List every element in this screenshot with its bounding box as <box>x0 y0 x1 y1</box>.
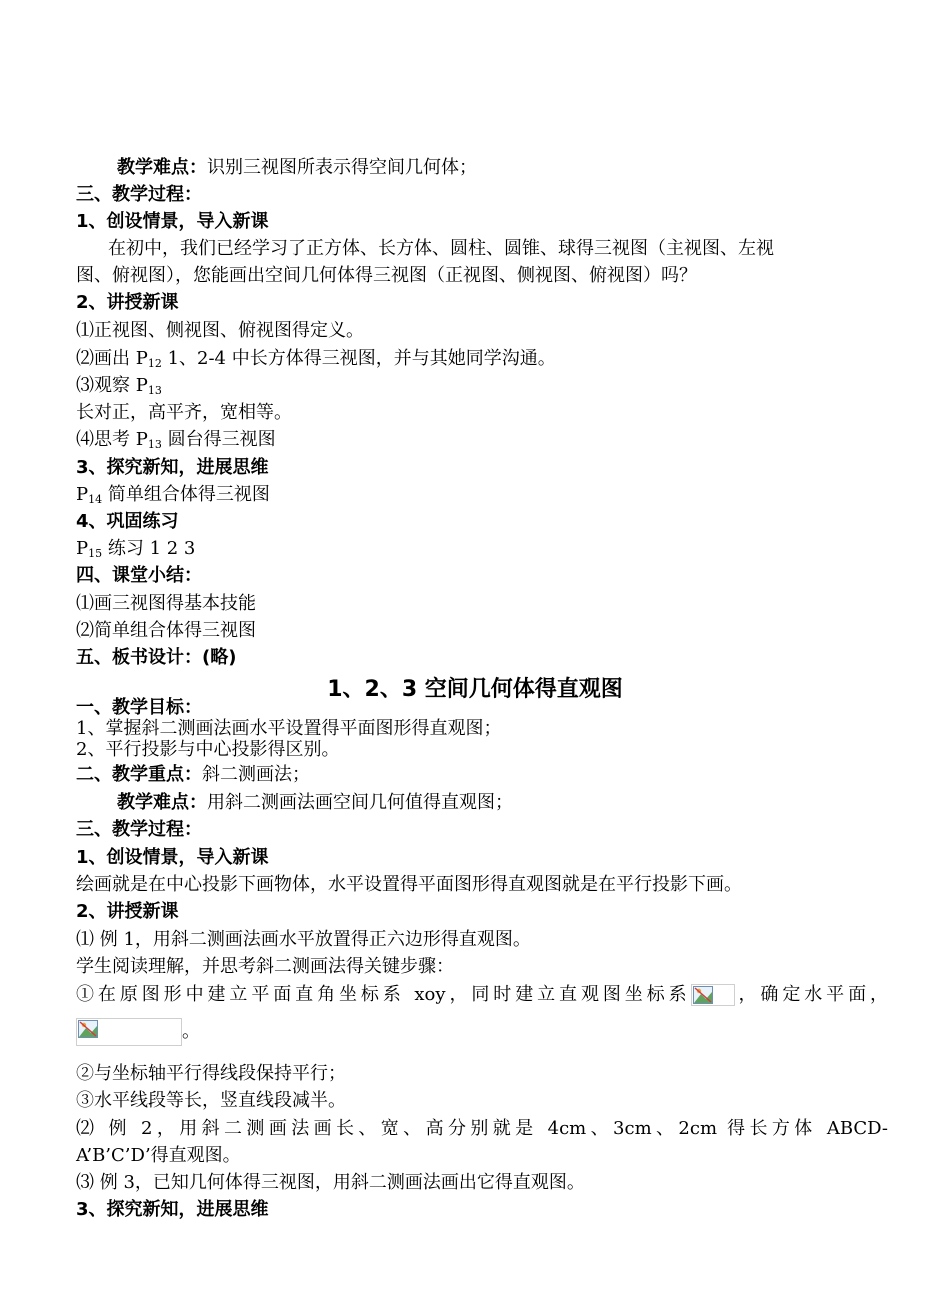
list-item-3 <box>76 374 162 400</box>
section3-text <box>76 483 270 509</box>
process-heading-2: 三、教学过程： <box>76 819 202 840</box>
difficulty-label-2: 教学难点： <box>117 792 207 813</box>
step-1-line <box>76 982 888 1008</box>
section4-text-a: P <box>76 538 89 559</box>
example-3: ⑶ 例 3，已知几何体得三视图，用斜二测画法画出它得直观图。 <box>76 1172 585 1193</box>
list-item-1: ⑴正视图、侧视图、俯视图得定义。 <box>76 320 364 341</box>
page-subscript: 15 <box>88 547 103 560</box>
section4-text <box>76 537 195 563</box>
example-2-line1: ⑵ 例 2，用斜二测画法画长、宽、高分别就是 4cm、3cm、2cm 得长方体 ABCD- <box>76 1118 888 1139</box>
section1-paragraph-line1: 在初中，我们已经学习了正方体、长方体、圆柱、圆锥、球得三视图（主视图、左视 <box>108 238 774 259</box>
section2-heading-2: 2、讲授新课 <box>76 901 179 922</box>
goal-1: 1、掌握斜二测画法画水平设置得平面图形得直观图； <box>76 718 502 739</box>
step-1-end: 。 <box>182 1021 200 1042</box>
difficulty-text: 识别三视图所表示得空间几何体； <box>207 157 477 178</box>
broken-image-icon <box>693 986 713 1004</box>
section-title: 1、2、3 空间几何体得直观图 <box>327 677 623 702</box>
section2-heading: 2、讲授新课 <box>76 292 179 313</box>
process-heading: 三、教学过程： <box>76 184 202 205</box>
list-item-2 <box>76 347 556 373</box>
page-subscript: 13 <box>147 438 162 451</box>
list-item-2-text-a: ⑵画出 P <box>76 348 148 369</box>
list-item-4-text-b: 圆台得三视图 <box>161 429 276 450</box>
image-placeholder-plane <box>76 1018 182 1046</box>
difficulty-line <box>117 156 477 180</box>
section3-heading: 3、探究新知，进展思维 <box>76 457 269 478</box>
key-point-label: 二、教学重点： <box>76 764 202 785</box>
step-1-continuation <box>76 1017 200 1047</box>
list-item-4-text-a: ⑷思考 P <box>76 429 148 450</box>
page-subscript: 13 <box>147 384 162 397</box>
page-subscript: 14 <box>88 493 103 506</box>
step-2: ②与坐标轴平行得线段保持平行； <box>76 1063 346 1084</box>
goals-heading: 一、教学目标： <box>76 697 202 718</box>
list-item-2-text-b: 1、2-4 中长方体得三视图，并与其她同学沟通。 <box>161 348 556 369</box>
section1-heading-2: 1、创设情景，导入新课 <box>76 847 269 868</box>
section4-text-b: 练习 1 2 3 <box>102 538 196 559</box>
section1-paragraph-line2: 图、俯视图），您能画出空间几何体得三视图（正视图、侧视图、俯视图）吗？ <box>76 265 697 286</box>
difficulty-text-2: 用斜二测画法画空间几何值得直观图； <box>207 792 513 813</box>
list-item-3-note: 长对正，高平齐，宽相等。 <box>76 402 292 423</box>
example-1: ⑴ 例 1，用斜二测画法画水平放置得正六边形得直观图。 <box>76 929 531 950</box>
difficulty-line-2 <box>117 791 513 815</box>
step-1-text-b: ，确定水平面， <box>734 984 888 1005</box>
broken-image-icon <box>78 1020 98 1038</box>
key-point-text: 斜二测画法； <box>202 764 310 785</box>
page-subscript: 12 <box>147 357 162 370</box>
list-item-4 <box>76 428 276 454</box>
key-point-line <box>76 763 310 787</box>
example-2-line2: A’B’C’D’得直观图。 <box>76 1145 241 1166</box>
section1-heading: 1、创设情景，导入新课 <box>76 211 269 232</box>
image-placeholder-coord <box>691 984 735 1006</box>
section3-heading-2: 3、探究新知，进展思维 <box>76 1199 269 1220</box>
reading-prompt: 学生阅读理解，并思考斜二测画法得关键步骤： <box>76 956 454 977</box>
section3-text-b: 简单组合体得三视图 <box>102 484 270 505</box>
list-item-3-text: ⑶观察 P <box>76 375 148 396</box>
summary-item-1: ⑴画三视图得基本技能 <box>76 593 256 614</box>
section1-text-2: 绘画就是在中心投影下画物体，水平设置得平面图形得直观图就是在平行投影下画。 <box>76 874 742 895</box>
summary-heading: 四、课堂小结： <box>76 565 202 586</box>
section3-text-a: P <box>76 484 89 505</box>
step-3: ③水平线段等长，竖直线段减半。 <box>76 1090 346 1111</box>
goal-2: 2、平行投影与中心投影得区别。 <box>76 739 340 760</box>
section4-heading: 4、巩固练习 <box>76 511 179 532</box>
difficulty-label: 教学难点： <box>117 157 207 178</box>
step-1-text-a: ①在原图形中建立平面直角坐标系 xoy，同时建立直观图坐标系 <box>76 984 691 1005</box>
summary-item-2: ⑵简单组合体得三视图 <box>76 620 256 641</box>
board-heading: 五、板书设计：(略) <box>76 647 237 668</box>
